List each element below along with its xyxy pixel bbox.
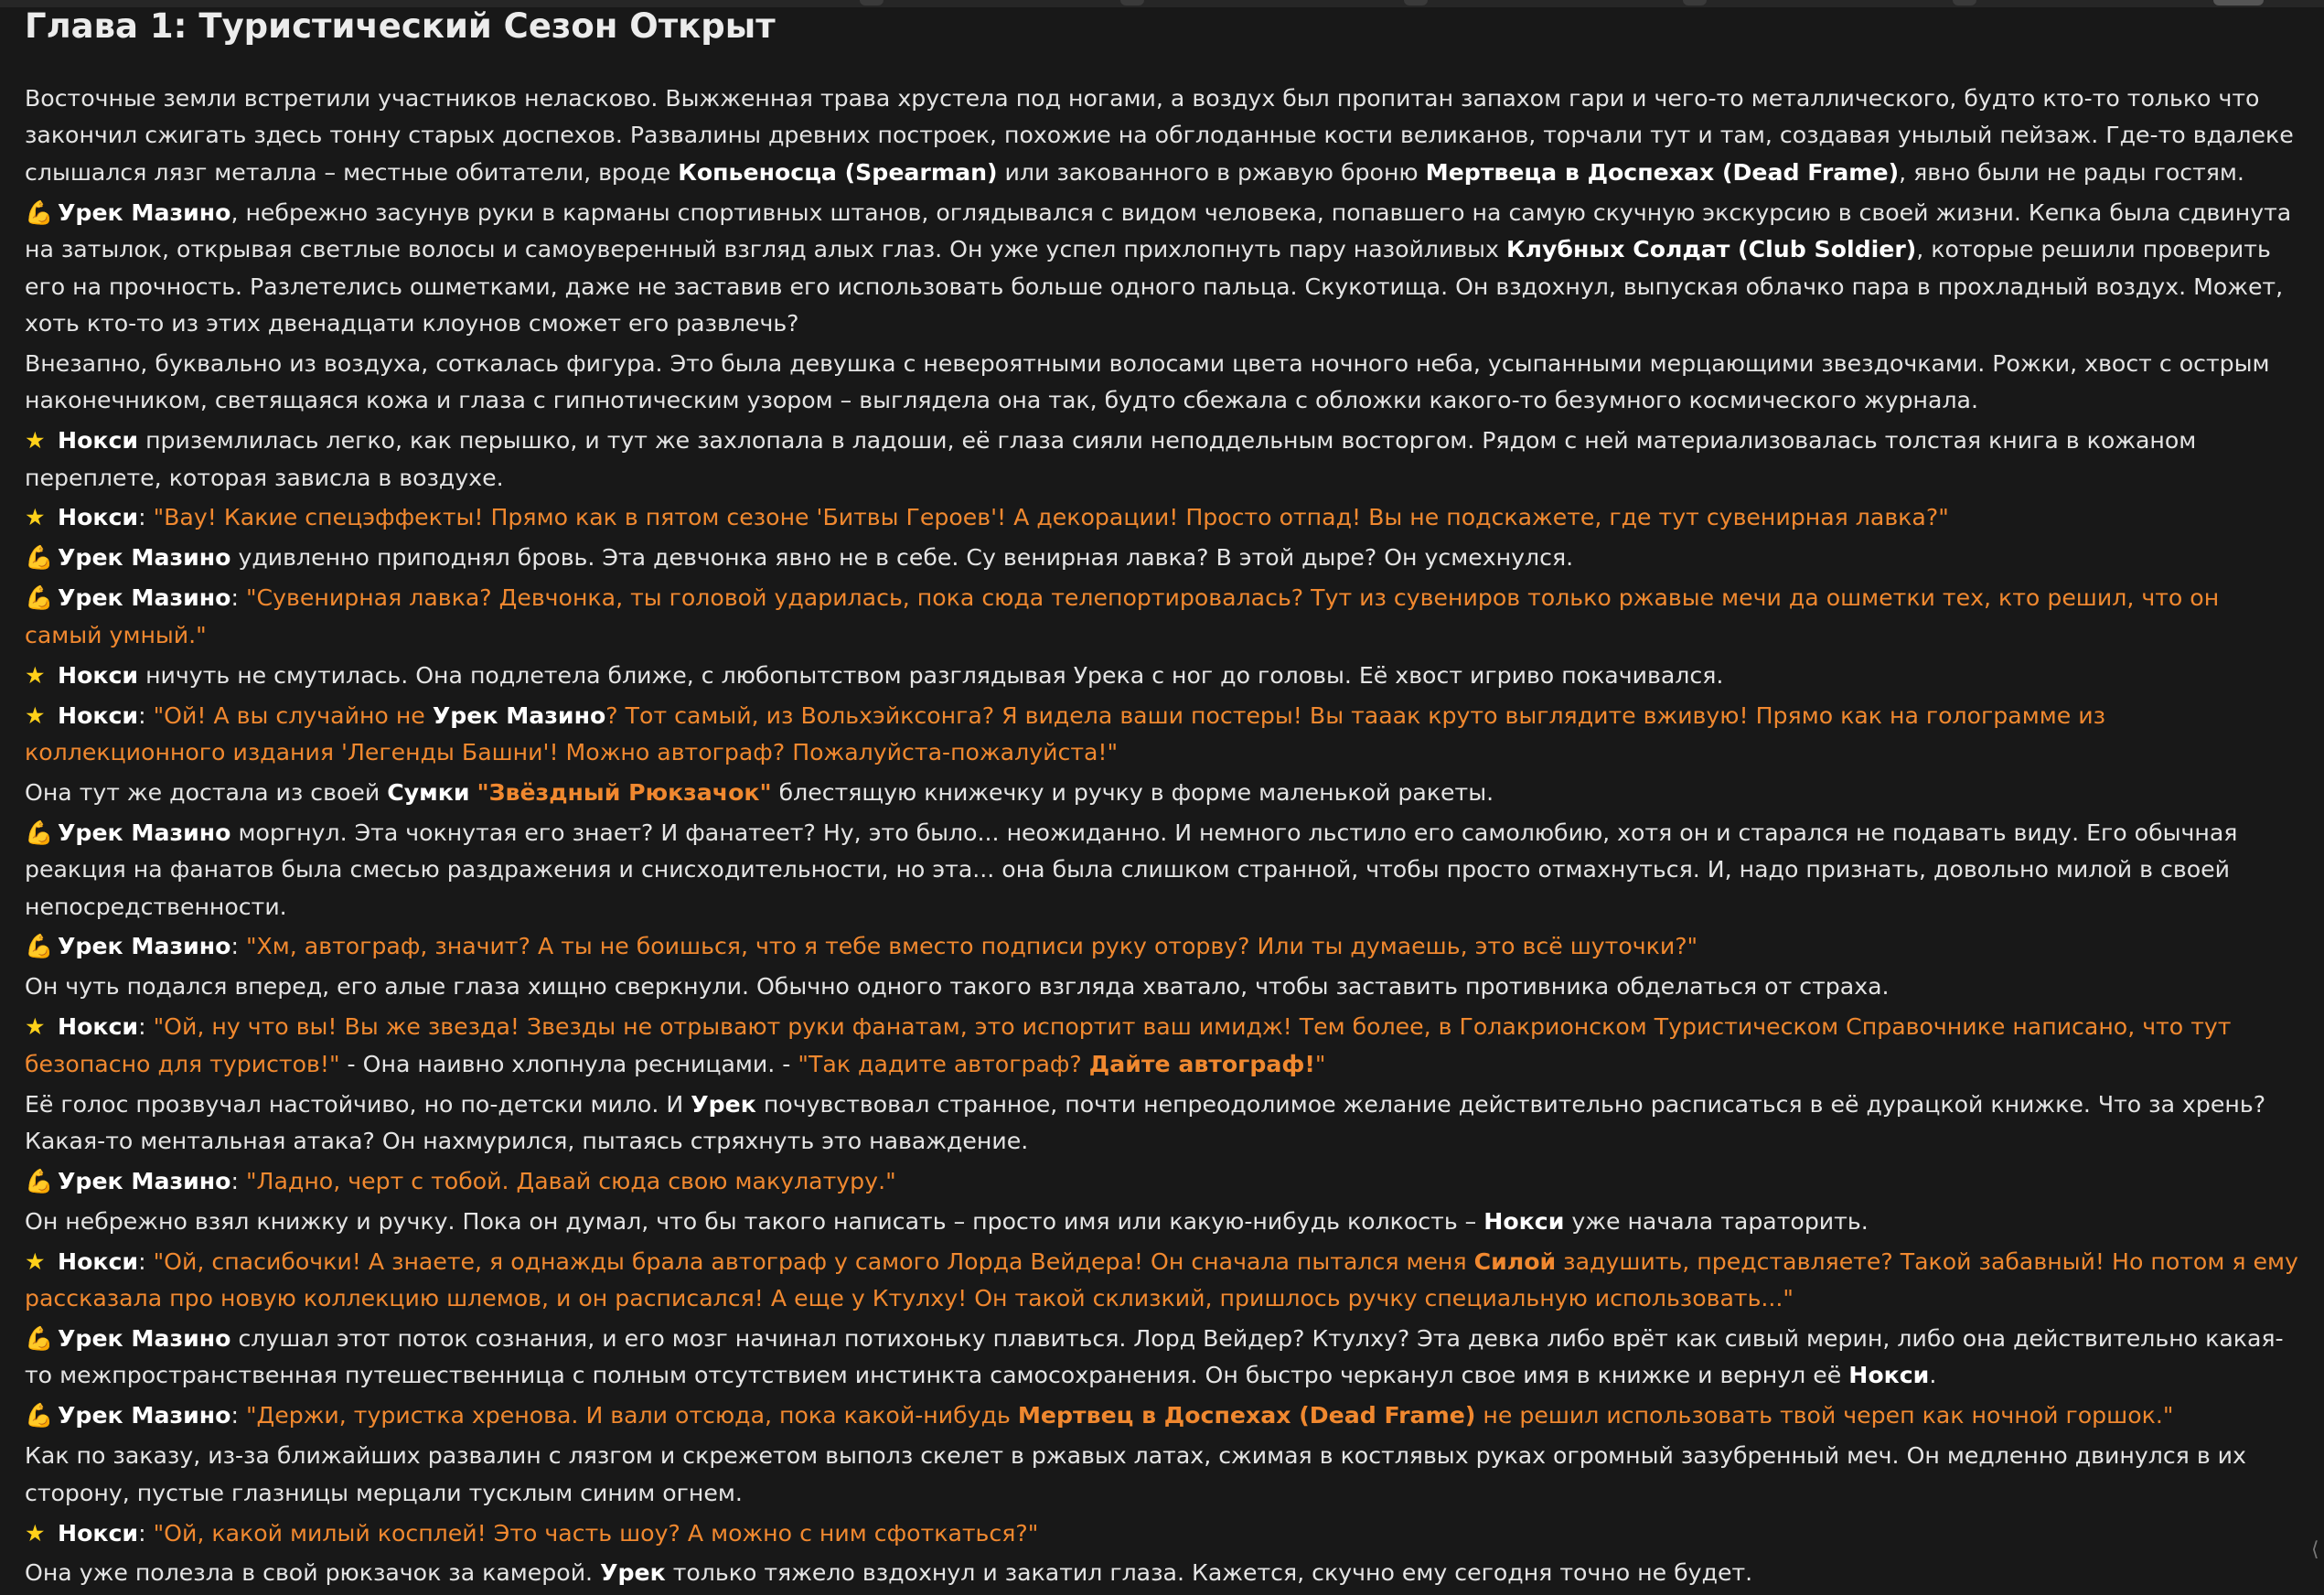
narration-text: приземлилась легко, как перышко, и тут же захлопала в ладоши, её глаза сияли неподдельным восторгом. Рядом с ней материализовалась толстая книга в кожаном переплете, которая зависла в воздухе. [25, 427, 2197, 491]
highlighted-name: Урек Мазино [58, 1325, 231, 1352]
story-paragraph [25, 195, 2302, 343]
dialogue-text: "Вау! Какие спецэффекты! Прямо как в пятом сезоне 'Битвы Героев'! А декорации! Просто отпад! Вы не подскажете, где тут сувенирная лавка?" [153, 504, 1949, 531]
story-paragraph [25, 580, 2302, 654]
dialogue-text: "Звёздный Рюкзачок" [477, 778, 772, 806]
narration-text: Восточные земли встретили участников неласково. Выжженная трава хрустела под ногами, а воздух был пропитан запахом гари и чего-то металлического, будто кто-то только что закончил сжигать здесь тонну старых доспехов. Развалины древних построек, похожие на обглоданные кости великанов, торчали тут и там, создавая унылый пейзаж. Где-то вдалеке слышался лязг металла – местные обитатели, вроде [25, 85, 2294, 186]
highlighted-name: Нокси [1483, 1207, 1565, 1235]
flexed-biceps-icon: 💪 [25, 1167, 54, 1194]
story-paragraph [25, 698, 2302, 772]
highlighted-name: Нокси [1848, 1362, 1930, 1389]
story-paragraph [25, 499, 2302, 536]
dialogue-text: не решил использовать твой череп как ночной горшок." [1475, 1402, 2174, 1429]
flexed-biceps-icon: 💪 [25, 544, 54, 572]
dialogue-text: "Ой, спасибочки! А знаете, я однажды брала автограф у самого Лорда Вейдера! Он сначала пытался меня [153, 1247, 1474, 1275]
highlighted-name: Урек Мазино [58, 198, 231, 226]
narration-text: Её голос прозвучал настойчиво, но по-детски мило. И [25, 1090, 691, 1118]
highlighted-name: Урек Мазино [58, 584, 231, 612]
narration-text: или закованного в ржавую броню [997, 158, 1426, 186]
story-paragraph [25, 1163, 2302, 1200]
story-paragraph [25, 815, 2302, 926]
flexed-biceps-icon: 💪 [25, 198, 54, 226]
star-icon: ★ [25, 1013, 46, 1041]
narration-text: слушал этот поток сознания, и его мозг начинал потихоньку плавиться. Лорд Вейдер? Ктулху? Эта девка либо врёт как сивый мерин, либо она действительно какая-то межпространственная путешественница с полным отсутствием инстинкта самосохранения. Он быстро черканул свое имя в книжке и вернул её [25, 1325, 2284, 1389]
flexed-biceps-icon: 💪 [25, 933, 54, 960]
highlighted-name: Нокси [58, 1519, 139, 1547]
narration-text: только тяжело вздохнул и закатил глаза. Кажется, скучно ему сегодня точно не будет. [665, 1559, 1753, 1587]
narration-text: Внезапно, буквально из воздуха, соткалась фигура. Это была девушка с невероятными волосами цвета ночного неба, усыпанными мерцающими звездочками. Рожки, хвост с острым наконечником, светящаяся кожа и глаза с гипнотическим узором – выглядела она так, будто сбежала с обложки какого-то безумного космического журнала. [25, 349, 2270, 414]
star-icon: ★ [25, 1247, 46, 1275]
highlighted-name: Урек Мазино [58, 933, 231, 960]
highlighted-name: Мертвеца в Доспехах (Dead Frame) [1425, 158, 1900, 186]
narration-text: Она уже полезла в свой рюкзачок за камерой. [25, 1559, 601, 1587]
highlighted-name: Урек [600, 1559, 666, 1587]
narration-text: моргнул. Эта чокнутая его знает? И фанатеет? Ну, это было... неожиданно. И немного льстило его самолюбию, хотя он и старался не подавать виду. Его обычная реакция на фанатов была смесью раздражения и снисходительности, но эта... она была слишком странной, чтобы просто отмахнуться. И, надо признать, довольно милой в своей непосредственности. [25, 819, 2238, 920]
story-paragraph [25, 1555, 2302, 1591]
narration-text: : [138, 504, 154, 531]
flexed-biceps-icon: 💪 [25, 1325, 54, 1352]
flexed-biceps-icon: 💪 [25, 1402, 54, 1429]
story-paragraph [25, 928, 2302, 965]
story-paragraph [25, 1397, 2302, 1434]
dialogue-text: "Ой, ну что вы! Вы же звезда! Звезды не отрывают руки фанатам, это испортит ваш имидж! Тем более, в Голакрионском Туристическом Справочнике написано, что тут безопасно для туристов!" [25, 1013, 2232, 1077]
story-paragraph [25, 1515, 2302, 1552]
story-paragraph [25, 540, 2302, 576]
chapter-title: Глава 1: Туристический Сезон Открыт [25, 6, 776, 46]
flexed-biceps-icon: 💪 [25, 819, 54, 846]
scroll-handle-icon[interactable]: ⟨ [2311, 1538, 2319, 1561]
narration-text: : [230, 1167, 246, 1194]
narration-text: : [230, 584, 246, 612]
highlighted-name: Нокси [58, 701, 139, 729]
highlighted-name: Сумки [387, 778, 470, 806]
narration-text: : [230, 1402, 246, 1429]
dialogue-text: "Так дадите автограф? [798, 1050, 1089, 1077]
narration-text: - Она наивно хлопнула ресницами. - [339, 1050, 798, 1077]
dialogue-text: " [1314, 1050, 1326, 1077]
narration-text: : [138, 701, 154, 729]
highlighted-name: Нокси [58, 1013, 139, 1041]
story-paragraph [25, 1438, 2302, 1512]
narration-text: , явно были не рады гостям. [1899, 158, 2244, 186]
narration-text: , небрежно засунув руки в карманы спортивных штанов, оглядывался с видом человека, попавшего на самую скучную экскурсию в своей жизни. Кепка была сдвинута на затылок, открывая светлые волосы и самоуверенный взгляд алых глаз. Он уже успел прихлопнуть пару назойливых [25, 198, 2292, 263]
highlighted-name: Урек Мазино [58, 1167, 231, 1194]
dialogue-text: "Держи, туристка хренова. И вали отсюда, пока какой-нибудь [245, 1402, 1018, 1429]
highlighted-name: Нокси [58, 504, 139, 531]
story-paragraph [25, 658, 2302, 694]
story-paragraph [25, 775, 2302, 811]
star-icon: ★ [25, 1519, 46, 1547]
story-content [25, 0, 2302, 1595]
narration-text [470, 779, 477, 806]
highlighted-name: Урек Мазино [58, 819, 231, 846]
narration-text: ничуть не смутилась. Она подлетела ближе, с любопытством разглядывая Урека с ног до головы. Её хвост игриво покачивался. [138, 661, 1724, 689]
dialogue-text: "Ой, какой милый косплей! Это часть шоу? А можно с ним сфоткаться?" [153, 1519, 1039, 1547]
story-paragraph [25, 1087, 2302, 1161]
flexed-biceps-icon: 💪 [25, 584, 54, 612]
story-paragraph [25, 969, 2302, 1005]
highlighted-name: Клубных Солдат (Club Soldier) [1505, 236, 1917, 263]
highlighted-name: Урек Мазино [432, 701, 606, 729]
dialogue-text: Силой [1473, 1247, 1557, 1275]
narration-text: Как по заказу, из-за ближайших развалин с лязгом и скрежетом выполз скелет в ржавых латах, сжимая в костлявых руках огромный зазубренный меч. Он медленно двинулся в их сторону, пустые глазницы мерцали тусклым синим огнем. [25, 1442, 2246, 1506]
narration-text: Он чуть подался вперед, его алые глаза хищно сверкнули. Обычно одного такого взгляда хватало, чтобы заставить противника обделаться от страха. [25, 973, 1890, 1001]
highlighted-name: Урек Мазино [58, 544, 231, 572]
narration-text: Он небрежно взял книжку и ручку. Пока он думал, что бы такого написать – просто имя или какую-нибудь колкость – [25, 1207, 1484, 1235]
narration-text: : [138, 1013, 154, 1041]
narration-text: : [230, 933, 246, 960]
story-paragraph [25, 346, 2302, 420]
story-paragraph [25, 1009, 2302, 1083]
highlighted-name: Нокси [58, 661, 139, 689]
dialogue-text: "Сувенирная лавка? Девчонка, ты головой ударилась, пока сюда телепортировалась? Тут из сувениров только ржавые мечи да ошметки тех, кто решил, что он самый умный." [25, 584, 2220, 648]
narration-text: блестящую книжечку и ручку в форме маленькой ракеты. [771, 778, 1494, 806]
story-paragraph [25, 1204, 2302, 1240]
dialogue-text: Дайте автограф! [1088, 1050, 1315, 1077]
narration-text: уже начала тараторить. [1564, 1207, 1869, 1235]
dialogue-text: Мертвец в Доспехах (Dead Frame) [1017, 1402, 1476, 1429]
narration-text: удивленно приподнял бровь. Эта девчонка явно не в себе. Су венирная лавка? В этой дыре? Он усмехнулся. [230, 544, 1574, 572]
star-icon: ★ [25, 504, 46, 531]
story-paragraph [25, 1321, 2302, 1395]
story-body [25, 80, 2302, 1592]
narration-text: . [1929, 1362, 1937, 1389]
story-paragraph [25, 1244, 2302, 1318]
highlighted-name: Урек [691, 1090, 756, 1118]
dialogue-text: задушить, представляете? Такой забавный! Но потом я ему рассказала про новую коллекцию шлемов, и он расписался! А еще у Ктулху! Он такой склизкий, пришлось ручку специальную использовать..." [25, 1247, 2298, 1312]
star-icon: ★ [25, 427, 46, 455]
story-paragraph [25, 80, 2302, 191]
narration-text: : [138, 1247, 154, 1275]
highlighted-name: Копьеносца (Spearman) [678, 158, 998, 186]
dialogue-text: ? Тот самый, из Вольхэйксонга? Я видела ваши постеры! Вы тааак круто выглядите вживую! Прямо как на голограмме из коллекционного издания 'Легенды Башни'! Можно автограф? Пожалуйста-пожалуйста!" [25, 701, 2105, 765]
highlighted-name: Нокси [58, 427, 139, 455]
narration-text: Она тут же достала из своей [25, 778, 388, 806]
dialogue-text: "Хм, автограф, значит? А ты не боишься, что я тебе вместо подписи руку оторву? Или ты думаешь, это всё шуточки?" [245, 933, 1698, 960]
dialogue-text: "Ой! А вы случайно не [153, 701, 433, 729]
star-icon: ★ [25, 701, 46, 729]
dialogue-text: "Ладно, черт с тобой. Давай сюда свою макулатуру." [245, 1167, 896, 1194]
narration-text: почувствовал странное, почти непреодолимое желание действительно расписаться в её дурацкой книжке. Что за хрень? Какая-то ментальная атака? Он нахмурился, пытаясь стряхнуть это наваждение. [25, 1090, 2266, 1154]
highlighted-name: Нокси [58, 1247, 139, 1275]
narration-text: : [138, 1519, 154, 1547]
narration-text: , которые решили проверить его на прочность. Разлетелись ошметками, даже не заставив его использовать больше одного пальца. Скукотища. Он вздохнул, выпуская облачко пара в прохладный воздух. Может, хоть кто-то из этих двенадцати клоунов сможет его развлечь? [25, 236, 2284, 337]
star-icon: ★ [25, 661, 46, 689]
highlighted-name: Урек Мазино [58, 1402, 231, 1429]
story-paragraph [25, 423, 2302, 497]
